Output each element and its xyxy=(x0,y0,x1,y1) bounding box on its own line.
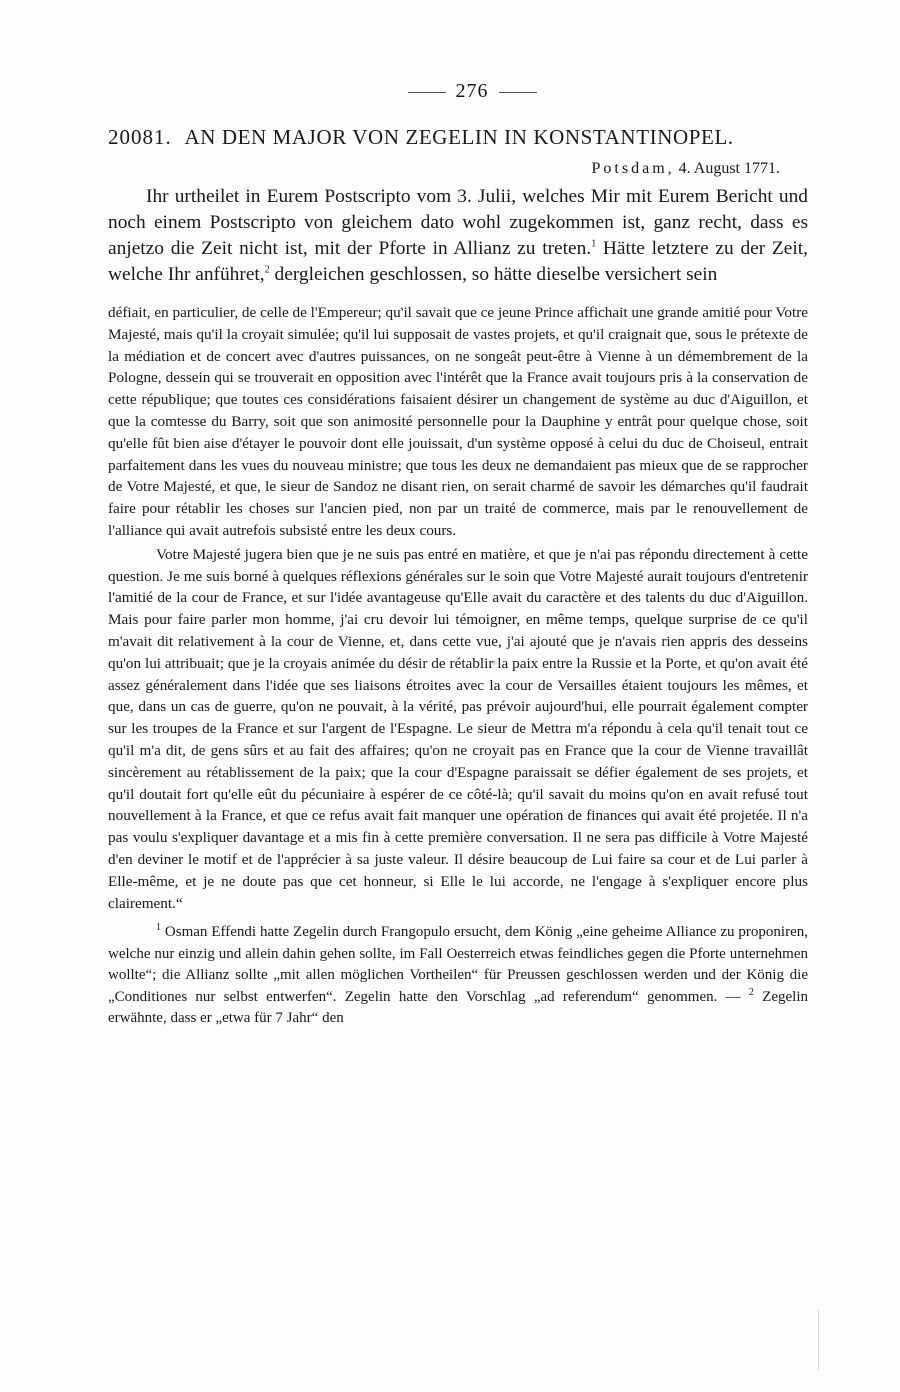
footnote-ref-1: 1 xyxy=(591,238,597,250)
page-number-rule-right xyxy=(499,92,537,93)
letter-body xyxy=(108,184,808,288)
footnote-paragraph xyxy=(108,922,808,1030)
dateline-date: 4. August 1771. xyxy=(678,160,780,177)
footnotes xyxy=(108,922,808,1030)
dateline xyxy=(108,160,780,178)
letter-number: 20081. xyxy=(108,125,172,149)
page-number xyxy=(136,80,808,103)
quoted-report xyxy=(108,302,808,914)
letter-paragraph xyxy=(108,184,808,288)
footnote-text-2: Zegelin erwähnte, dass er „etwa für 7 Jahr“ den xyxy=(108,988,808,1027)
letter-title: AN DEN MAJOR VON ZEGELIN IN KONSTANTINOPEL. xyxy=(184,125,734,149)
letter-text-3: dergleichen geschlossen, so hätte dieselbe versichert sein xyxy=(269,264,718,285)
dateline-place: Potsdam, xyxy=(591,160,675,177)
page-number-value: 276 xyxy=(455,80,489,102)
footnote-mark-1: 1 xyxy=(156,922,161,934)
letter-text-1: Ihr urtheilet in Eurem Postscripto vom 3. Julii, welches Mir mit Eurem Bericht und noch einem Postscripto von gleichem dato wohl zugekommen ist, ganz recht, dass es anjetzo die Zeit nicht ist, mit der Pforte in Allianz zu treten. xyxy=(108,186,808,259)
page-number-rule-left xyxy=(408,92,446,93)
letter-heading xyxy=(108,125,808,150)
footnote-ref-2: 2 xyxy=(264,264,270,276)
quote-paragraph-1: défiait, en particulier, de celle de l'Empereur; qu'il savait que ce jeune Prince affichait une grande amitié pour Votre Majesté, mais qu'il la croyait simulée; qu'il lui supposait de vastes projets, et qu'il craignait que, sous le prétexte de la médiation et de concert avec d'autres puissances, on ne songeât peut-être à Vienne à un démembrement de la Pologne, dessein qui se trouverait en opposition avec l'intérêt que la France avait toujours pris à la conservation de cette république; que toutes ces considérations faisaient désirer un changement de système au duc d'Aiguillon, et que la comtesse du Barry, soit que son animosité personnelle pour la Dauphine y entrât pour quelque chose, soit qu'elle fût bien aise d'étayer le pouvoir dont elle jouissait, d'un système opposé à celui du duc de Choiseul, entrait parfaitement dans les vues du nouveau ministre; que tous les deux ne demandaient pas mieux que de se rapprocher de Votre Majesté, et que, le sieur de Sandoz ne disant rien, on serait charmé de savoir les démarches qu'il faudrait faire pour rétablir les choses sur l'ancien pied, non par un traité de commerce, mais par le renouvellement de l'alliance qui avait autrefois subsisté entre les deux cours. xyxy=(108,304,808,539)
letter-text-2: Hätte letztere zu der Zeit, welche Ihr anführet, xyxy=(108,238,808,285)
scan-edge-line xyxy=(818,1310,819,1370)
quote-paragraph-2: Votre Majesté jugera bien que je ne suis pas entré en matière, et que je n'ai pas répondu directement à cette question. Je me suis borné à quelques réflexions générales sur le soin que Votre Majesté aurait toujours d'entretenir l'amitié de la cour de France, et sur l'idée avantageuse qu'Elle avait du caractère et des talents du duc d'Aiguillon. Mais pour faire parler mon homme, j'ai cru devoir lui témoigner, en même temps, quelque surprise de ce qu'il m'avait dit relativement à la cour de Vienne, et, dans cette vue, j'ai ajouté que je n'avais rien appris des desseins qu'on lui attribuait; que je la croyais animée du désir de rétablir la paix entre la Russie et la Porte, et qu'on avait été assez généralement dans l'idée que ses liaisons étroites avec la cour de Versailles étaient toujours les mêmes, et que, dans un cas de guerre, qu'on ne pouvait, à la vérité, pas prévoir aujourd'hui, elle pourrait également compter sur les troupes de la France et sur l'argent de l'Espagne. Le sieur de Mettra m'a répondu à cela qu'il tenait tout ce qu'il m'a dit, de gens sûrs et au fait des affaires; qu'on ne croyait pas en France que la cour de Vienne travaillât sincèrement au rétablissement de la paix; que la cour d'Espagne paraissait se défier également de ses projets, et qu'il doutait fort qu'elle eût du pécuniaire à espérer de ce côté-là; qu'il savait du moins qu'on en avait refusé tout nouvellement à la France, et que ce refus avait fait manquer une opération de finances qui avait été projetée. Il n'a pas voulu s'expliquer davantage et a mis fin à cette première conversation. Il ne sera pas difficile à Votre Majesté d'en deviner le motif et de l'apprécier à sa juste valeur. Il désire beaucoup de Lui faire sa cour et de Lui parler à Elle-même, et je ne doute pas que cet honneur, si Elle le lui accorde, ne l'engage à s'expliquer encore plus clairement.“ xyxy=(108,545,808,912)
footnote-mark-2: 2 xyxy=(748,986,754,998)
footnote-text-1: Osman Effendi hatte Zegelin durch Frangopulo ersucht, dem König „eine geheime Alliance zu proponiren, welche nur einzig und allein dahin gehen sollte, im Fall Oesterreich etwas feindliches gegen die Pforte unternehmen wollte“; die Allianz sollte „mit allen möglichen Vortheilen“ für Preussen geschlossen werden und der König die „Conditiones nur selbst entwerfen“. Zegelin hatte den Vorschlag „ad referendum“ genommen. — xyxy=(108,924,808,1005)
book-page xyxy=(108,80,808,1030)
